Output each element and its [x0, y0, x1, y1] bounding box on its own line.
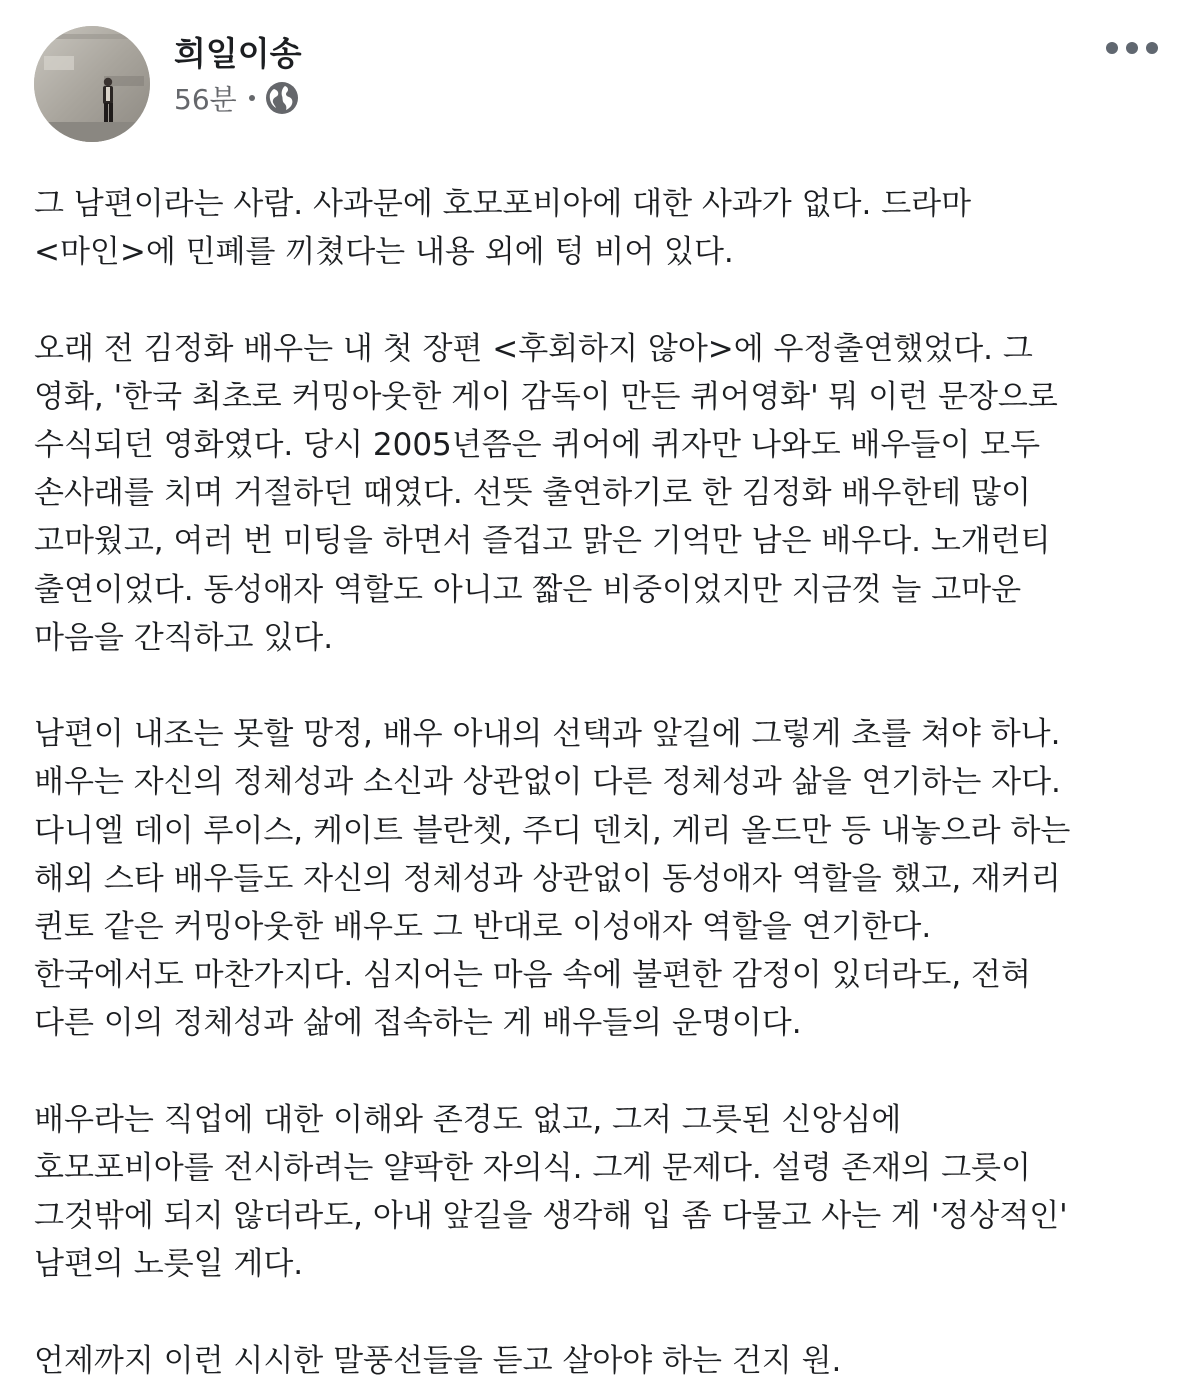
text-line: 다른 이의 정체성과 삶에 접속하는 게 배우들의 운명이다. — [34, 1005, 802, 1042]
text-line: 출연이었다. 동성애자 역할도 아니고 짧은 비중이었지만 지금껏 늘 고마운 — [34, 571, 1022, 608]
text-line: 그 남편이라는 사람. 사과문에 호모포비아에 대한 사과가 없다. 드라마 — [34, 186, 972, 222]
post-header — [34, 26, 1166, 142]
text-line: 오래 전 김정화 배우는 내 첫 장편 <후회하지 않아>에 우정출연했었다. 그 — [34, 330, 1033, 367]
post-timestamp[interactable]: 56분 — [174, 83, 237, 116]
text-line: 그것밖에 되지 않더라도, 아내 앞길을 생각해 입 좀 다물고 사는 게 '정상적인' — [34, 1198, 1068, 1235]
text-line: <마인>에 민폐를 끼쳤다는 내용 외에 텅 비어 있다. — [34, 234, 734, 271]
text-line: 한국에서도 마찬가지다. 심지어는 마음 속에 불편한 감정이 있더라도, 전혀 — [34, 957, 1031, 994]
text-line: 손사래를 치며 거절하던 때였다. 선뜻 출연하기로 한 김정화 배우한테 많이 — [34, 475, 1031, 512]
text-line: 배우는 자신의 정체성과 소신과 상관없이 다른 정체성과 삶을 연기하는 자다. — [34, 764, 1061, 801]
more-horizontal-icon[interactable] — [1106, 38, 1158, 58]
text-line: 남편의 노릇일 게다. — [34, 1246, 304, 1283]
text-line: 남편이 내조는 못할 망정, 배우 아내의 선택과 앞길에 그렇게 초를 쳐야 하나. — [34, 716, 1061, 753]
globe-icon[interactable] — [265, 81, 299, 115]
post-paragraph — [34, 180, 1174, 276]
avatar[interactable] — [34, 26, 150, 142]
text-line: 해외 스타 배우들도 자신의 정체성과 상관없이 동성애자 역할을 했고, 재커리 — [34, 860, 1061, 897]
text-line: 호모포비아를 전시하려는 얄팍한 자의식. 그게 문제다. 설령 존재의 그릇이 — [34, 1150, 1031, 1187]
text-line: 마음을 간직하고 있다. — [34, 619, 334, 656]
meta-separator-dot — [249, 95, 255, 101]
post-meta — [174, 80, 299, 116]
text-line: 다니엘 데이 루이스, 케이트 블란쳇, 주디 덴치, 게리 올드만 등 내놓으라 하는 — [34, 812, 1071, 849]
text-line: 수식되던 영화였다. 당시 2005년쯤은 퀴어에 퀴자만 나와도 배우들이 모두 — [34, 427, 1041, 463]
author-name[interactable]: 희일이송 — [174, 34, 302, 73]
post-paragraph — [34, 1096, 1174, 1289]
post-paragraph — [34, 1337, 1174, 1385]
text-line: 배우라는 직업에 대한 이해와 존경도 없고, 그저 그릇된 신앙심에 — [34, 1101, 902, 1138]
text-line: 영화, '한국 최초로 커밍아웃한 게이 감독이 만든 퀴어영화' 뭐 이런 문장으로 — [34, 378, 1058, 415]
text-line: 언제까지 이런 시시한 말풍선들을 듣고 살아야 하는 건지 원. — [34, 1342, 842, 1379]
text-line: 고마웠고, 여러 번 미팅을 하면서 즐겁고 맑은 기억만 남은 배우다. 노개런티 — [34, 523, 1051, 560]
post-body — [34, 180, 1174, 1385]
avatar-photo — [34, 26, 150, 142]
text-line: 퀸토 같은 커밍아웃한 배우도 그 반대로 이성애자 역할을 연기한다. — [34, 909, 932, 946]
post-paragraph — [34, 325, 1174, 662]
post-paragraph — [34, 710, 1174, 1047]
